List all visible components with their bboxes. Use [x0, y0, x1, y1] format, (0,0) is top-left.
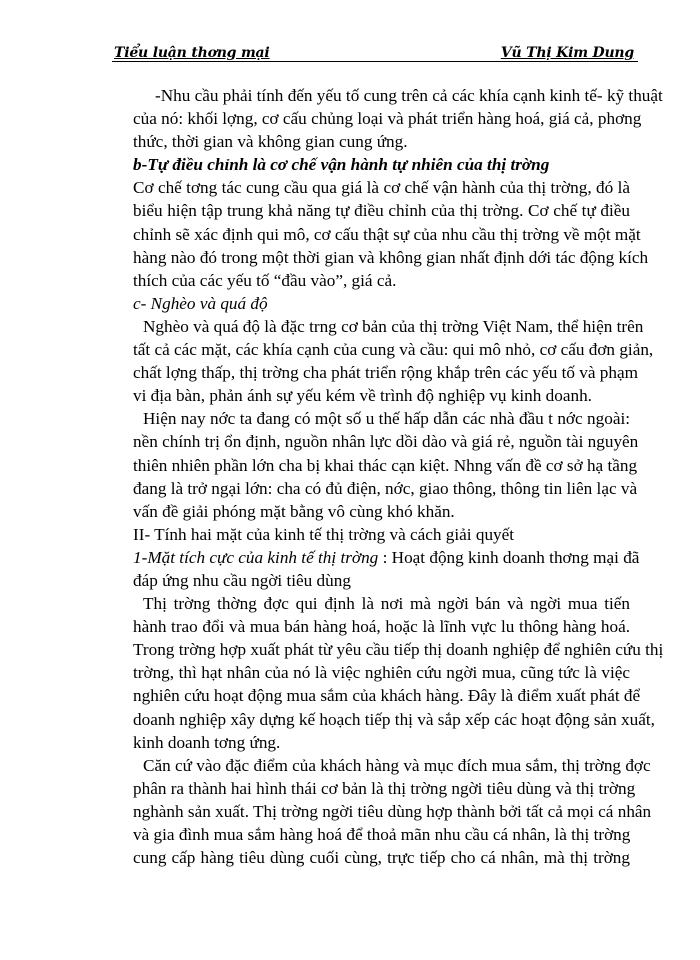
paragraph-line: tất cả các mặt, các khía cạnh của cung và cầu: qui mô nhỏ, cơ cấu đơn giản, — [133, 340, 654, 360]
paragraph-line: đáp ứng nhu cầu ngời tiêu dùng — [133, 570, 351, 590]
header-author: Vũ Thị Kim Dung — [500, 45, 634, 61]
paragraph-line: biểu hiện tập trung khả năng tự điều chỉnh của thị trờng. Cơ chế tự điều — [133, 201, 630, 221]
paragraph-line: thiên nhiên phần lớn cha bị khai thác cạn kiệt. Nhng vấn đề cơ sở hạ tầng — [133, 455, 638, 475]
paragraph-line: của nó: khối lợng, cơ cấu chủng loại và phát triển hàng hoá, giá cả, phơng — [133, 109, 642, 129]
subsection-heading-1: 1-Mặt tích cực của kinh tế thị trờng — [133, 547, 379, 567]
paragraph-line: hành trao đổi và mua bán hàng hoá, hoặc là lĩnh vực lu thông hàng hoá. — [133, 617, 630, 637]
subsection-line — [133, 546, 640, 569]
paragraph-line: Hiện nay nớc ta đang có một số u thế hấp dẫn các nhà đầu t nớc ngoài: — [143, 409, 630, 429]
paragraph-line: hàng nào đó trong một thời gian và không gian nhất định dới tác động kích — [133, 247, 649, 267]
paragraph-line: Trong trờng hợp xuất phát từ yêu cầu tiếp thị doanh nghiệp để nghiên cứu thị — [133, 640, 664, 660]
paragraph-line: doanh nghiệp xây dựng kế hoạch tiếp thị và sắp xếp các hoạt động sản xuất, — [133, 709, 655, 729]
paragraph-line: phân ra thành hai hình thái cơ bản là thị trờng ngời tiêu dùng và thị trờng — [133, 778, 636, 798]
paragraph-line: trờng, thì hạt nhân của nó là việc nghiên cứu ngời mua, cũng tức là việc — [133, 663, 630, 683]
document-body — [133, 84, 664, 869]
paragraph-line: nền chính trị ổn định, nguồn nhân lực dồi dào và giá rẻ, nguồn tài nguyên — [133, 432, 639, 452]
paragraph-line: vấn đề giải phóng mặt bằng vô cùng khó khăn. — [133, 501, 455, 521]
paragraph-line: vi địa bàn, phản ánh sự yếu kém về trình độ nghiệp vụ kinh doanh. — [133, 386, 592, 406]
section-heading-b: b-Tự điều chỉnh là cơ chế vận hành tự nhiên của thị trờng — [133, 155, 550, 175]
paragraph-line: thích của các yếu tố “đầu vào”, giá cả. — [133, 270, 397, 290]
paragraph-line: nghiên cứu hoạt động mua sắm của khách hàng. Đây là điểm xuất phát để — [133, 686, 641, 706]
paragraph-line: Nghèo và quá độ là đặc trng cơ bản của thị trờng Việt Nam, thể hiện trên — [143, 316, 644, 336]
header-title: Tiểu luận thơng mại — [114, 45, 270, 61]
paragraph-line: chỉnh sẽ xác định qui mô, cơ cấu thật sự của nhu cầu thị trờng về một mặt — [133, 224, 641, 244]
subsection-text: : Hoạt động kinh doanh thơng mại đã — [378, 547, 640, 567]
paragraph-line: nghành sản xuất. Thị trờng ngời tiêu dùng hợp thành bởi tất cả mọi cá nhân — [133, 801, 652, 821]
section-heading-c: c- Nghèo và quá độ — [133, 293, 268, 313]
paragraph-line: cung cấp hàng tiêu dùng cuối cùng, trực tiếp cho cá nhân, mà thị trờng — [133, 848, 630, 868]
paragraph-line: -Nhu cầu phải tính đến yếu tố cung trên cả các khía cạnh kinh tế- kỹ thuật — [155, 86, 663, 105]
paragraph-line: thức, thời gian và không gian cung ứng. — [133, 132, 408, 152]
paragraph-line: Căn cứ vào đặc điểm của khách hàng và mục đích mua sắm, thị trờng đợc — [143, 755, 651, 775]
paragraph-line: kinh doanh tơng ứng. — [133, 732, 281, 752]
paragraph-line: Thị trờng thờng đợc qui định là nơi mà ngời bán và ngời mua tiến — [143, 594, 630, 614]
paragraph-line: Cơ chế tơng tác cung cầu qua giá là cơ chế vận hành của thị trờng, đó là — [133, 178, 630, 198]
paragraph-line: chất lợng thấp, thị trờng cha phát triển rộng khắp trên các yếu tố và phạm — [133, 363, 638, 383]
paragraph-line: và gia đình mua sắm hàng hoá để thoả mãn nhu cầu cá nhân, là thị trờng — [133, 825, 631, 844]
paragraph-line: đang là trở ngại lớn: cha có đủ điện, nớc, giao thông, thông tin liên lạc và — [133, 478, 638, 498]
section-heading-ii: II- Tính hai mặt của kinh tế thị trờng và cách giải quyết — [133, 524, 515, 544]
page-header — [112, 40, 638, 62]
